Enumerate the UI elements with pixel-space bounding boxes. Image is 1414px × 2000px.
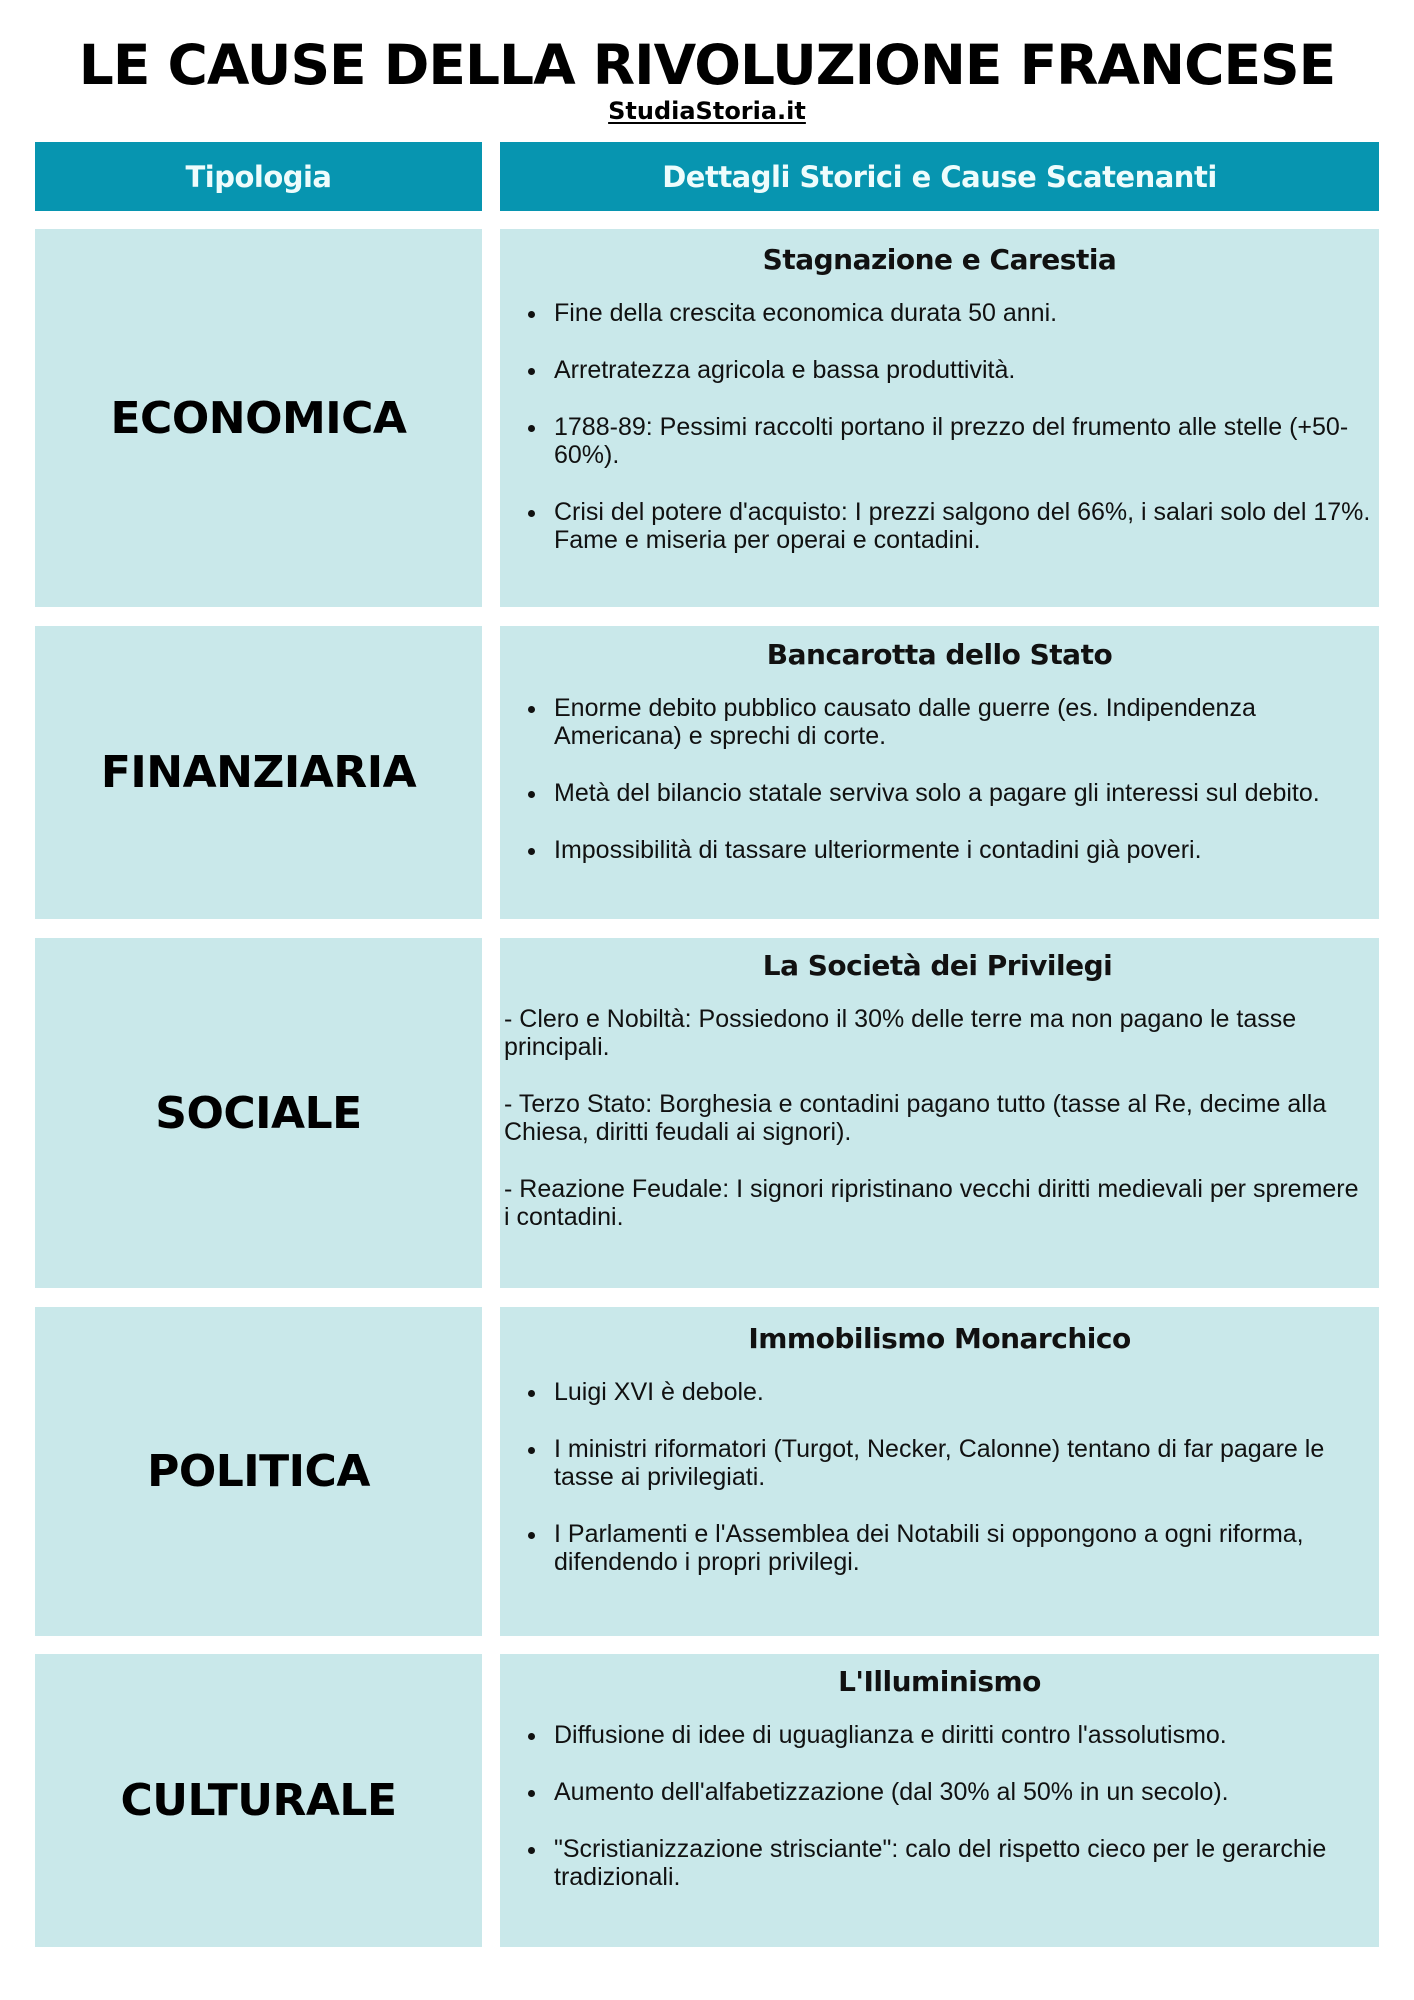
detail-cell-culturale [500,1654,1379,1947]
detail-heading: Bancarotta dello Stato [766,638,1113,671]
type-cell-politica [35,1307,482,1636]
detail-cell-economica [500,229,1379,607]
type-label: CULTURALE [120,1775,397,1826]
list-item: Fine della crescita economica durata 50 anni. [508,299,1371,327]
detail-list [508,299,1371,554]
list-item: Luigi XVI è debole. [508,1378,1371,1406]
list-item: I ministri riformatori (Turgot, Necker, Calonne) tentano di far pagare le tasse ai privilegiati. [508,1435,1371,1491]
page-title: LE CAUSE DELLA RIVOLUZIONE FRANCESE [78,33,1336,97]
source-label [0,96,1414,126]
detail-cell-sociale [500,938,1379,1288]
list-item: Crisi del potere d'acquisto: I prezzi salgono del 66%, i salari solo del 17%. Fame e miseria per operai e contadini. [508,498,1371,554]
column-header-dettagli: Dettagli Storici e Cause Scatenanti [500,142,1379,211]
detail-list [508,1721,1371,1891]
type-cell-culturale [35,1654,482,1947]
list-item: 1788-89: Pessimi raccolti portano il prezzo del frumento alle stelle (+50-60%). [508,413,1371,469]
type-cell-finanziaria [35,626,482,919]
detail-list [508,694,1371,864]
list-item: Impossibilità di tassare ulteriormente i contadini già poveri. [508,836,1371,864]
detail-cell-politica [500,1307,1379,1636]
type-label: SOCIALE [155,1087,362,1139]
list-item: Aumento dell'alfabetizzazione (dal 30% al 50% in un secolo). [508,1778,1371,1806]
detail-heading: Immobilismo Monarchico [748,1322,1131,1355]
type-cell-sociale [35,938,482,1288]
list-item: Arretratezza agricola e bassa produttività. [508,356,1371,384]
list-item: Enorme debito pubblico causato dalle guerre (es. Indipendenza Americana) e sprechi di corte. [508,694,1371,750]
detail-heading: L'Illuminismo [838,1665,1041,1698]
type-label: ECONOMICA [110,392,407,444]
list-item: "Scristianizzazione strisciante": calo del rispetto cieco per le gerarchie tradizionali. [508,1835,1371,1891]
detail-list [508,1378,1371,1576]
type-cell-economica [35,229,482,607]
column-header-tipologia: Tipologia [35,142,482,211]
detail-paragraph: - Terzo Stato: Borghesia e contadini pagano tutto (tasse al Re, decime alla Chiesa, diritti feudali ai signori). [504,1090,1327,1146]
list-item: I Parlamenti e l'Assemblea dei Notabili si oppongono a ogni riforma, difendendo i propri privilegi. [508,1520,1371,1576]
detail-paragraph: - Reazione Feudale: I signori ripristinano vecchi diritti medievali per spremere i contadini. [504,1175,1359,1231]
detail-paragraph: - Clero e Nobiltà: Possiedono il 30% delle terre ma non pagano le tasse principali. [504,1005,1297,1061]
detail-heading: Stagnazione e Carestia [762,243,1117,276]
list-item: Diffusione di idee di uguaglianza e diritti contro l'assolutismo. [508,1721,1371,1749]
list-item: Metà del bilancio statale serviva solo a pagare gli interessi sul debito. [508,779,1371,807]
type-label: FINANZIARIA [100,747,417,798]
source-link[interactable]: StudiaStoria.it [608,97,806,125]
detail-heading: La Società dei Privilegi [762,949,1113,982]
detail-cell-finanziaria [500,626,1379,919]
type-label: POLITICA [147,1446,370,1497]
